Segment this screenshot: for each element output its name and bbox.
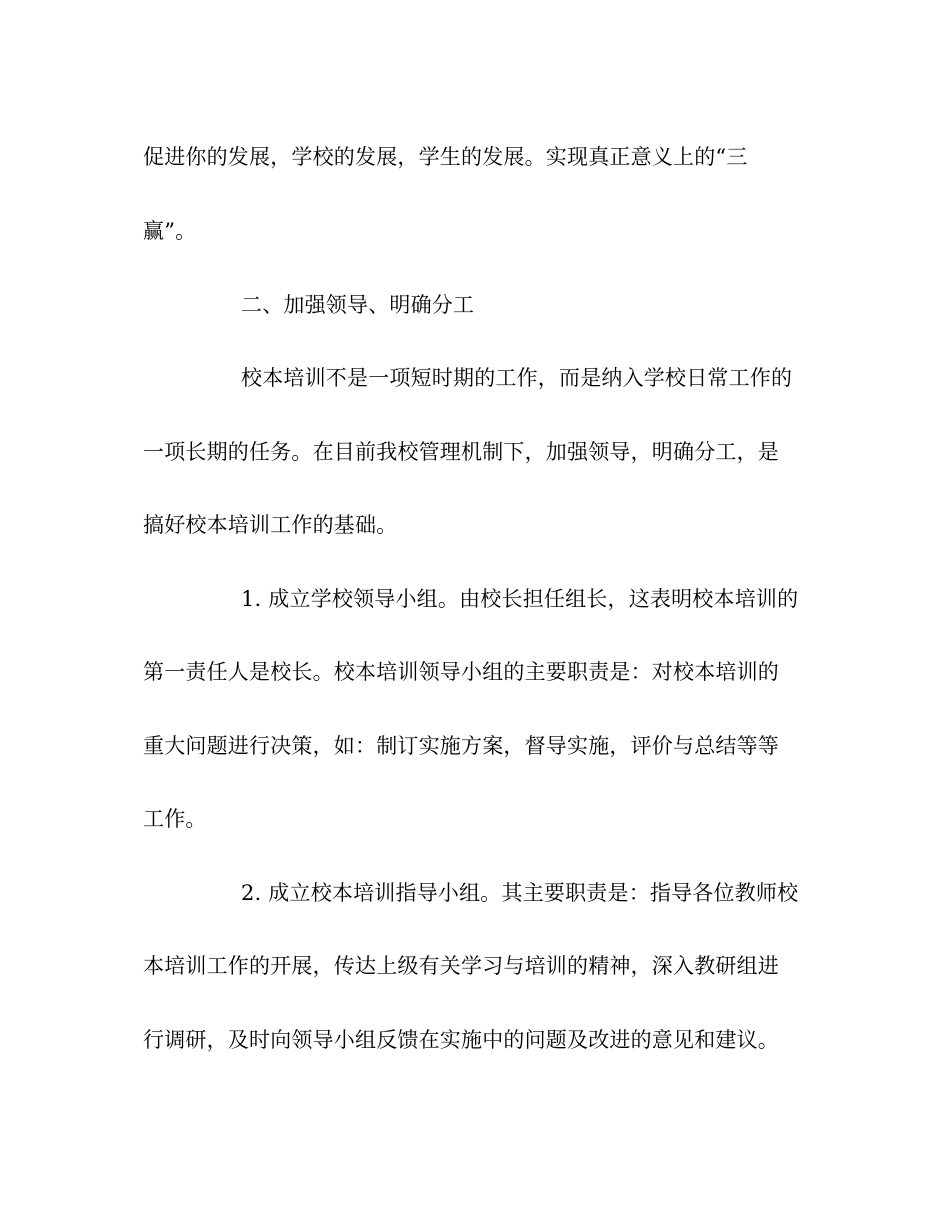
text-line: 第一责任人是校长。校本培训领导小组的主要职责是：对校本培训的: [143, 660, 779, 684]
text-line: 本培训工作的开展，传达上级有关学习与培训的精神，深入教研组进: [143, 954, 779, 978]
text-line: 赢”。: [143, 219, 197, 243]
text-line: 行调研，及时向领导小组反馈在实施中的问题及改进的意见和建议。: [143, 1028, 779, 1052]
text-line: 一项长期的任务。在目前我校管理机制下，加强领导，明确分工，是: [143, 440, 779, 464]
list-item-1: 1. 成立学校领导小组。由校长担任组长，这表明校本培训的: [241, 587, 799, 611]
section-heading: 二、加强领导、明确分工: [241, 293, 475, 317]
text-line: 促进你的发展，学校的发展，学生的发展。实现真正意义上的“三: [143, 145, 748, 169]
paragraph-start: 校本培训不是一项短时期的工作，而是纳入学校日常工作的: [241, 366, 793, 390]
list-item-2: 2. 成立校本培训指导小组。其主要职责是：指导各位教师校: [241, 881, 799, 905]
text-line: 工作。: [143, 807, 207, 831]
text-line: 重大问题进行决策，如：制订实施方案，督导实施，评价与总结等等: [143, 734, 779, 758]
text-line: 搞好校本培训工作的基础。: [143, 513, 398, 537]
